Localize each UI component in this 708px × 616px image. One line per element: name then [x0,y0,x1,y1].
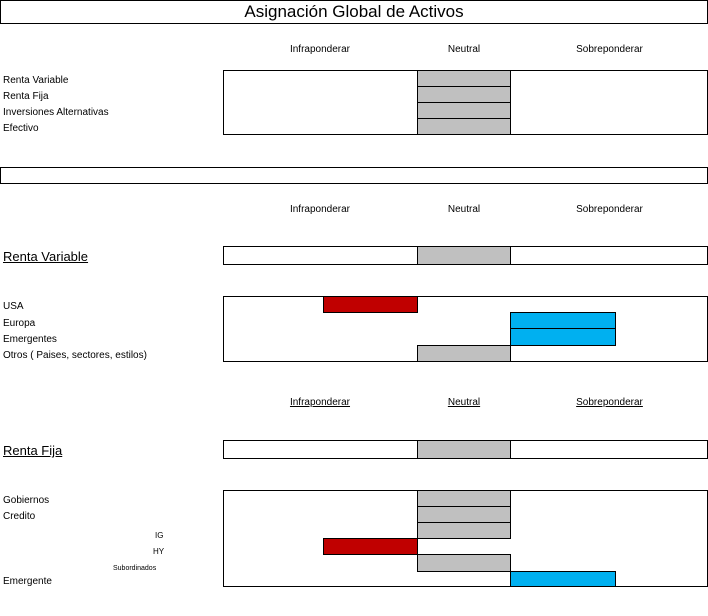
global-bar-renta-variable [417,70,511,87]
header-sobreponderar-3: Sobreponderar [576,397,643,408]
header-neutral-2: Neutral [447,204,481,215]
global-label-renta-fija: Renta Fija [3,91,49,102]
header-neutral: Neutral [447,44,481,55]
global-bar-renta-fija [417,86,511,103]
rf-bar-gobiernos [417,490,511,507]
rv-label-europa: Europa [3,318,36,329]
separator-box [0,167,708,184]
header-neutral-3: Neutral [447,397,481,408]
rv-bar-usa [323,296,418,313]
rv-label-usa: USA [3,301,24,312]
rf-bar-hy [323,538,418,555]
rf-label-ig: IG [155,531,164,540]
global-bar-inversiones-alternativas [417,102,511,119]
header-sobreponderar-2: Sobreponderar [576,204,643,215]
header-infraponderar-3: Infraponderar [289,397,351,408]
rf-label-hy: HY [153,547,165,556]
rv-label-emergentes: Emergentes [3,334,57,345]
rv-bar-emergentes [510,328,616,346]
rf-bar-ig [417,522,511,539]
page-title: Asignación Global de Activos [244,2,464,21]
global-label-inversiones-alternativas: Inversiones Alternativas [3,107,109,118]
section-title-renta-fija: Renta Fija [3,443,63,458]
rv-label-otros: Otros ( Paises, sectores, estilos) [3,350,147,361]
global-label-renta-variable: Renta Variable [3,75,69,86]
rf-label-credito: Credito [3,511,36,522]
rv-summary-bar [417,246,511,265]
global-bar-efectivo [417,118,511,135]
rf-bar-emergente [510,571,616,587]
header-infraponderar-2: Infraponderar [289,204,351,215]
rv-bar-otros [417,345,511,362]
rf-label-subordinados: Subordinados [113,565,157,572]
header-infraponderar: Infraponderar [289,44,351,55]
rf-summary-bar [417,440,511,459]
rf-bar-subordinados [417,554,511,572]
rf-label-gobiernos: Gobiernos [3,495,50,506]
section-title-renta-variable: Renta Variable [3,249,89,264]
rv-bar-europa [510,312,616,329]
global-label-efectivo: Efectivo [3,123,39,134]
header-sobreponderar: Sobreponderar [576,44,643,55]
rf-bar-credito [417,506,511,523]
rf-label-emergente: Emergente [3,576,52,587]
